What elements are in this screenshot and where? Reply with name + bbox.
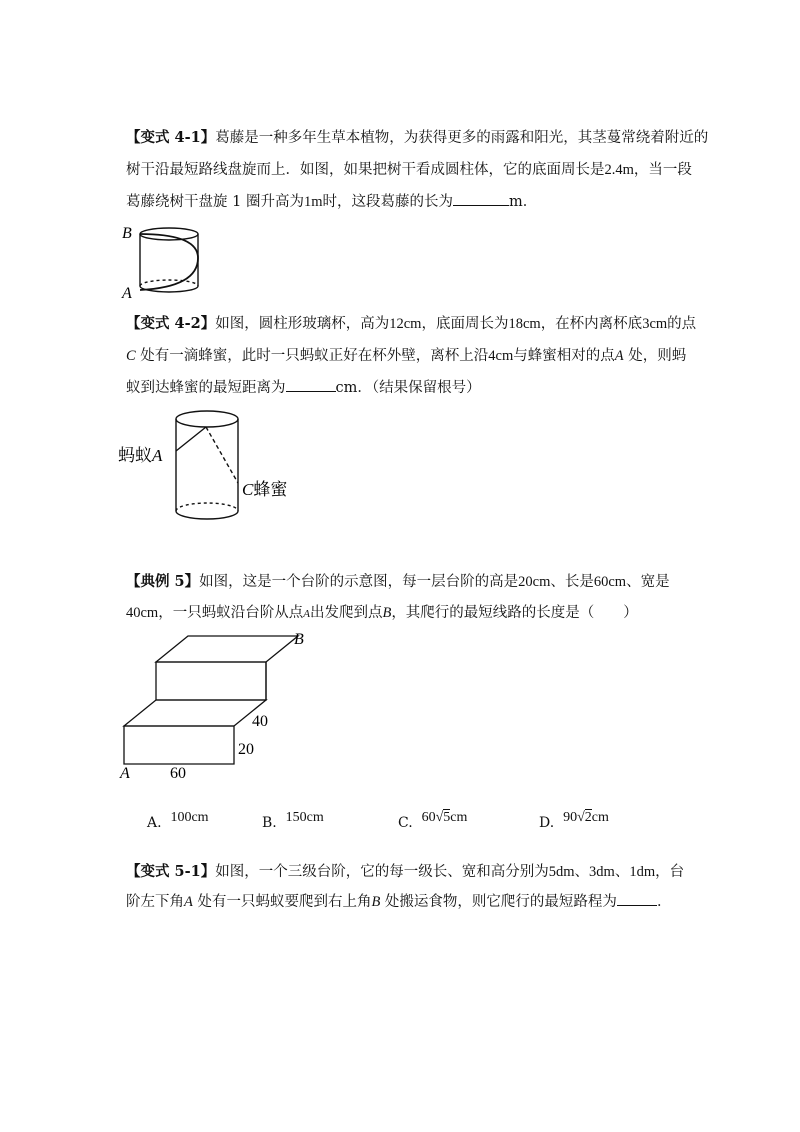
p51-point-B: B [371, 894, 381, 910]
choice-letter-D: D. [539, 815, 555, 831]
p5-lower-front [124, 726, 234, 764]
p5-point-B: B [382, 605, 392, 621]
p51-sep2: 、 [614, 864, 630, 880]
p5-height: 20cm [518, 574, 551, 590]
p5-text2b: 出发爬到点 [309, 605, 383, 621]
p42-label-honey: C蜂蜜 [242, 480, 288, 500]
p42-text2b: 处有一滴蜂蜜，此时一只蚂蚁正好在杯外壁，离杯上沿 [135, 348, 489, 364]
p42-text1b: ，底面周长为 [421, 316, 509, 332]
p5-sep2: 、宽是 [626, 574, 670, 590]
p51-text2a: 阶左下角 [126, 894, 184, 910]
p51-text2b: 处有一只蚂蚁要爬到右上角 [192, 894, 372, 910]
p5-line1 [126, 572, 670, 592]
p5-label-40: 40 [252, 713, 268, 730]
p51-width: 3dm [589, 864, 615, 880]
p42-text2c: 与蜂蜜相对的点 [513, 348, 615, 364]
choice-value-A: 100cm [170, 810, 209, 825]
p42-line1 [126, 314, 696, 334]
p41-text3c: m． [508, 194, 538, 210]
choice-value-C: 60√5cm [421, 810, 468, 825]
p51-point-A: A [184, 894, 193, 910]
p5-point-A: A [303, 608, 310, 620]
p5-width: 40cm [126, 605, 159, 621]
p41-line3 [126, 192, 537, 212]
p42-point-A: A [614, 348, 624, 364]
p51-line2 [126, 892, 671, 912]
p41-text3a: 葛藤绕树干盘旋 1 圈升高为 [126, 194, 304, 210]
choice-letter-B: B. [262, 815, 277, 831]
p5-label-60: 60 [170, 765, 186, 782]
p42-answer-blank[interactable] [286, 391, 336, 392]
p51-text1a: 如图，一个三级台阶，它的每一级长、宽和高分别为 [215, 864, 549, 880]
p42-height: 12cm [389, 316, 422, 332]
p42-path-solid [176, 427, 206, 451]
p5-upper-front [156, 662, 266, 700]
p42-text1a: 如图，圆柱形玻璃杯，高为 [215, 316, 390, 332]
p51-tag: 【变式 5-1】 [126, 863, 216, 880]
p41-line2 [126, 160, 692, 180]
p51-text2d: ． [656, 894, 672, 910]
p5-text2c: ，其爬行的最短线路的长度是（ ） [391, 605, 638, 621]
p41-label-A: A [122, 285, 132, 302]
p41-circumference: 2.4m [604, 162, 634, 178]
p5-upper-top [156, 636, 298, 662]
p5-sep1: 、长是 [550, 574, 594, 590]
p42-bottom-arc [176, 511, 238, 519]
p42-path-dashed [206, 427, 238, 483]
p42-text1c: ，在杯内离杯底 [540, 316, 643, 332]
p41-text1: 葛藤是一种多年生草本植物，为获得更多的雨露和阳光，其茎蔓常绕着附近的 [215, 130, 709, 146]
choice-letter-A: A. [147, 815, 162, 831]
sqrt-icon: √ [435, 810, 444, 825]
p51-length: 5dm [548, 864, 575, 880]
p41-text2b: ，当一段 [633, 162, 692, 178]
p51-text2c: 处搬运食物，则它爬行的最短路程为 [380, 894, 617, 910]
p41-top-back-arc [140, 228, 198, 234]
p51-sep1: 、 [574, 864, 590, 880]
p42-distance: 3cm [642, 316, 668, 332]
p5-text2a: ，一只蚂蚁沿台阶从点 [158, 605, 304, 621]
choice-letter-C: C. [398, 815, 413, 831]
p5-length: 60cm [593, 574, 627, 590]
p42-point-C: C [126, 348, 136, 364]
p5-choice-D[interactable] [539, 810, 609, 832]
choice-value-D: 90√2cm [563, 810, 609, 825]
sqrt-icon: √ [577, 810, 585, 825]
p5-label-A: A [120, 765, 130, 782]
p5-choice-A[interactable] [147, 810, 209, 832]
p51-height: 1dm [629, 864, 656, 880]
p41-answer-blank[interactable] [453, 205, 509, 206]
p42-text1d: 的点 [667, 316, 697, 332]
p5-choice-C[interactable] [398, 810, 468, 832]
p42-text3b: cm．（结果保留根号） [335, 380, 481, 396]
p42-tag: 【变式 4-2】 [126, 315, 216, 332]
p41-label-B: B [122, 225, 132, 242]
p42-text2e: 处，则蚂 [623, 348, 687, 364]
p5-text1a: 如图，这是一个台阶的示意图，每一层台阶的高是 [199, 574, 519, 590]
p42-label-ant: 蚂蚁A [118, 446, 163, 466]
p5-label-20: 20 [238, 741, 254, 758]
p5-stairs-figure [118, 630, 318, 780]
p51-text1b: ，台 [655, 864, 685, 880]
p42-ant-offset: 4cm [488, 348, 514, 364]
p41-line1 [126, 128, 708, 148]
p42-line2 [126, 346, 686, 366]
p42-top-ellipse [176, 411, 238, 427]
p41-tag: 【变式 4-1】 [126, 129, 216, 146]
p41-height: 1m [303, 194, 323, 210]
choice-value-B: 150cm [285, 810, 324, 825]
p5-lower-top [124, 700, 266, 726]
p42-bottom-hidden-arc [176, 503, 238, 511]
p51-answer-blank[interactable] [617, 905, 657, 906]
p5-label-B: B [294, 631, 304, 648]
p41-text3b: 时，这段葛藤的长为 [322, 194, 453, 210]
p5-choice-B[interactable] [262, 810, 324, 832]
p41-text2a: 树干沿最短路线盘旋而上．如图，如果把树干看成圆柱体，它的底面周长是 [126, 162, 605, 178]
p41-cylinder-figure [118, 220, 238, 300]
p5-line2 [126, 603, 638, 624]
p42-cup-figure [118, 405, 318, 535]
p42-circumference: 18cm [508, 316, 541, 332]
p42-text3a: 蚁到达蜂蜜的最短距离为 [126, 380, 286, 396]
p42-line3 [126, 378, 481, 398]
p5-tag: 【典例 5】 [126, 573, 200, 590]
p51-line1 [126, 862, 684, 882]
